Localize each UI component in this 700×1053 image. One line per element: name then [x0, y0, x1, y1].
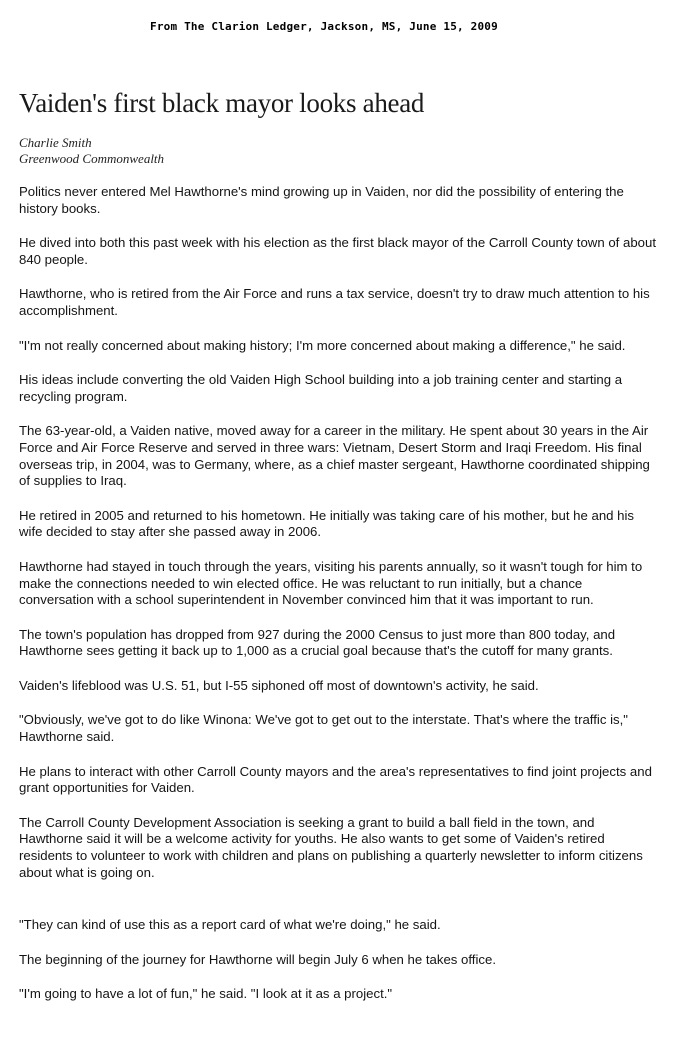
source-line: From The Clarion Ledger, Jackson, MS, June 15, 2009 [150, 20, 498, 33]
paragraph: The beginning of the journey for Hawthorne will begin July 6 when he takes office. [19, 951, 496, 967]
paragraph: He plans to interact with other Carroll County mayors and the area's representatives to find joint projects and grant opportunities for Vaiden. [19, 763, 652, 796]
byline-publication: Greenwood Commonwealth [19, 151, 165, 166]
paragraph: Hawthorne, who is retired from the Air Force and runs a tax service, doesn't try to draw much attention to his accomplishment. [19, 286, 650, 318]
paragraph: "I'm not really concerned about making history; I'm more concerned about making a difference," he said. [19, 337, 626, 353]
paragraph: The Carroll County Development Association is seeking a grant to build a ball field in the town, and Hawthorne said it will be a welcome activity for youths. He also wants to get some of Vaiden's retired residents to volunteer to work with children and plans on publishing a quarterly newsletter to inform citizens about what is going on. [19, 814, 643, 880]
paragraph: He retired in 2005 and returned to his hometown. He initially was taking care of his mother, but he and his wife decided to stay after she passed away in 2006. [19, 507, 635, 540]
paragraph: His ideas include converting the old Vaiden High School building into a job training center and starting a recycling program. [19, 372, 623, 404]
paragraph: "They can kind of use this as a report card of what we're doing," he said. [19, 917, 441, 933]
paragraph: Politics never entered Mel Hawthorne's mind growing up in Vaiden, nor did the possibility of entering the history books. [19, 184, 624, 216]
paragraph: The town's population has dropped from 927 during the 2000 Census to just more than 800 today, and Hawthorne sees getting it back up to 1,000 as a crucial goal because that's the cutoff for many grants. [19, 626, 616, 659]
paragraph: Vaiden's lifeblood was U.S. 51, but I-55 siphoned off most of downtown's activity, he said. [19, 677, 539, 693]
paragraph: The 63-year-old, a Vaiden native, moved away for a career in the military. He spent about 30 years in the Air Force and Air Force Reserve and served in three wars: Vietnam, Desert Storm and Iraqi Freedom. His final overseas trip, in 2004, was to Germany, where, as a chief master sergeant, Hawthorne coordinated shipping of supplies to Iraq. [19, 423, 650, 489]
headline: Vaiden's first black mayor looks ahead [19, 88, 425, 118]
byline [19, 135, 164, 167]
paragraph: He dived into both this past week with his election as the first black mayor of the Carroll County town of about 840 people. [19, 235, 656, 267]
byline-author: Charlie Smith [19, 135, 92, 150]
paragraph: Hawthorne had stayed in touch through the years, visiting his parents annually, so it wasn't tough for him to make the connections needed to win elected office. He was reluctant to run initially, but a chance conversation with a school superintendent in November convinced him that it was important to run. [19, 558, 643, 608]
article-body [19, 184, 659, 1021]
paragraph: "Obviously, we've got to do like Winona: We've got to get out to the interstate. That's where the traffic is," Hawthorne said. [19, 712, 628, 745]
paragraph: "I'm going to have a lot of fun," he said. "I look at it as a project." [19, 986, 393, 1002]
